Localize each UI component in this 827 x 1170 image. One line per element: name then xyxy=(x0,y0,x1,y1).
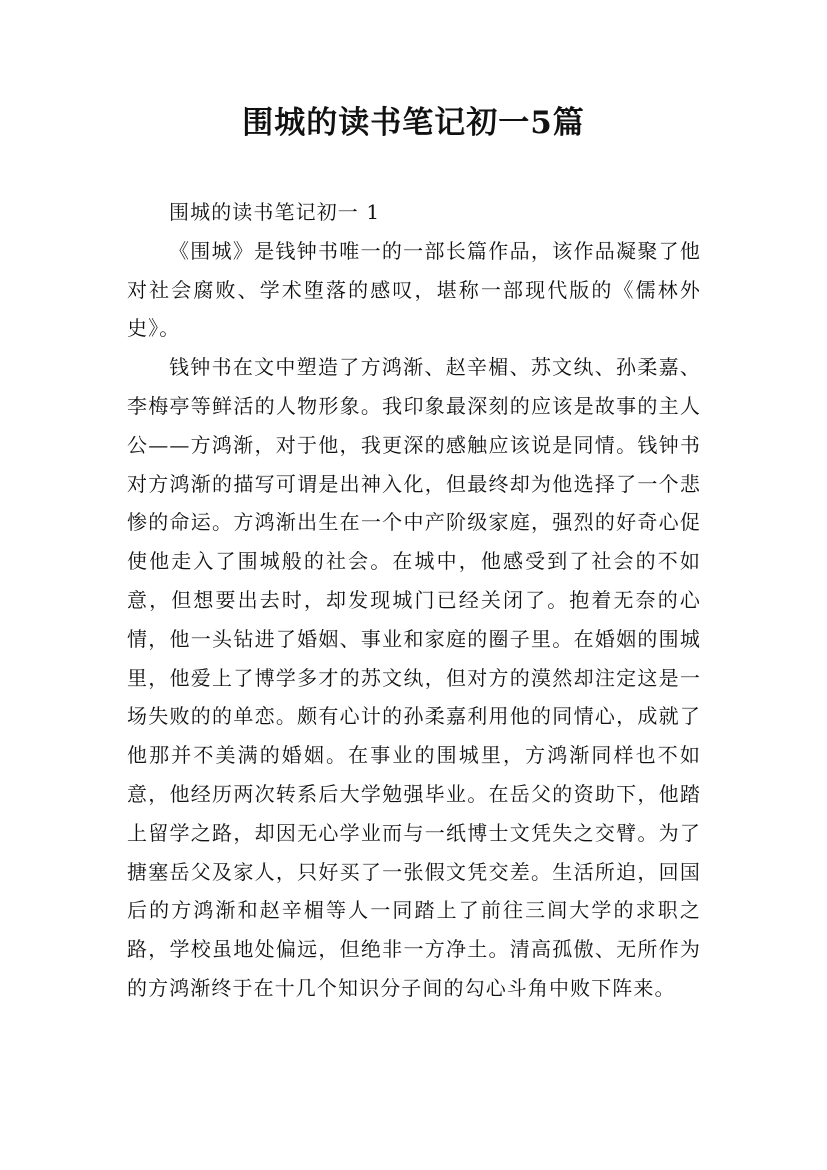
section-heading: 围城的读书笔记初一 1 xyxy=(169,200,381,224)
paragraph-intro: 《围城》是钱钟书唯一的一部长篇作品，该作品凝聚了他对社会腐败、学术堕落的感叹，堪称一部现代版的《儒林外史》。 xyxy=(127,238,701,341)
document-body xyxy=(127,193,701,1008)
paragraph-characters: 钱钟书在文中塑造了方鸿渐、赵辛楣、苏文纨、孙柔嘉、李梅亭等鲜活的人物形象。我印象最深刻的应该是故事的主人公——方鸿渐，对于他，我更深的感触应该说是同情。钱钟书对方鸿渐的描写可谓是出神入化，但最终却为他选择了一个悲惨的命运。方鸿渐出生在一个中产阶级家庭，强烈的好奇心促使他走入了围城般的社会。在城中，他感受到了社会的不如意，但想要出去时，却发现城门已经关闭了。抱着无奈的心情，他一头钻进了婚姻、事业和家庭的圈子里。在婚姻的围城里，他爱上了博学多才的苏文纨，但对方的漠然却注定这是一场失败的的单恋。颇有心计的孙柔嘉利用他的同情心，成就了他那并不美满的婚姻。在事业的围城里，方鸿渐同样也不如意，他经历两次转系后大学勉强毕业。在岳父的资助下，他踏上留学之路，却因无心学业而与一纸博士文凭失之交臂。为了搪塞岳父及家人，只好买了一张假文凭交差。生活所迫，回国后的方鸿渐和赵辛楣等人一同踏上了前往三闾大学的求职之路，学校虽地处偏远，但绝非一方净土。清高孤傲、无所作为的方鸿渐终于在十几个知识分子间的勾心斗角中败下阵来。 xyxy=(127,355,701,1000)
document-title: 围城的读书笔记初一5篇 xyxy=(242,105,585,141)
